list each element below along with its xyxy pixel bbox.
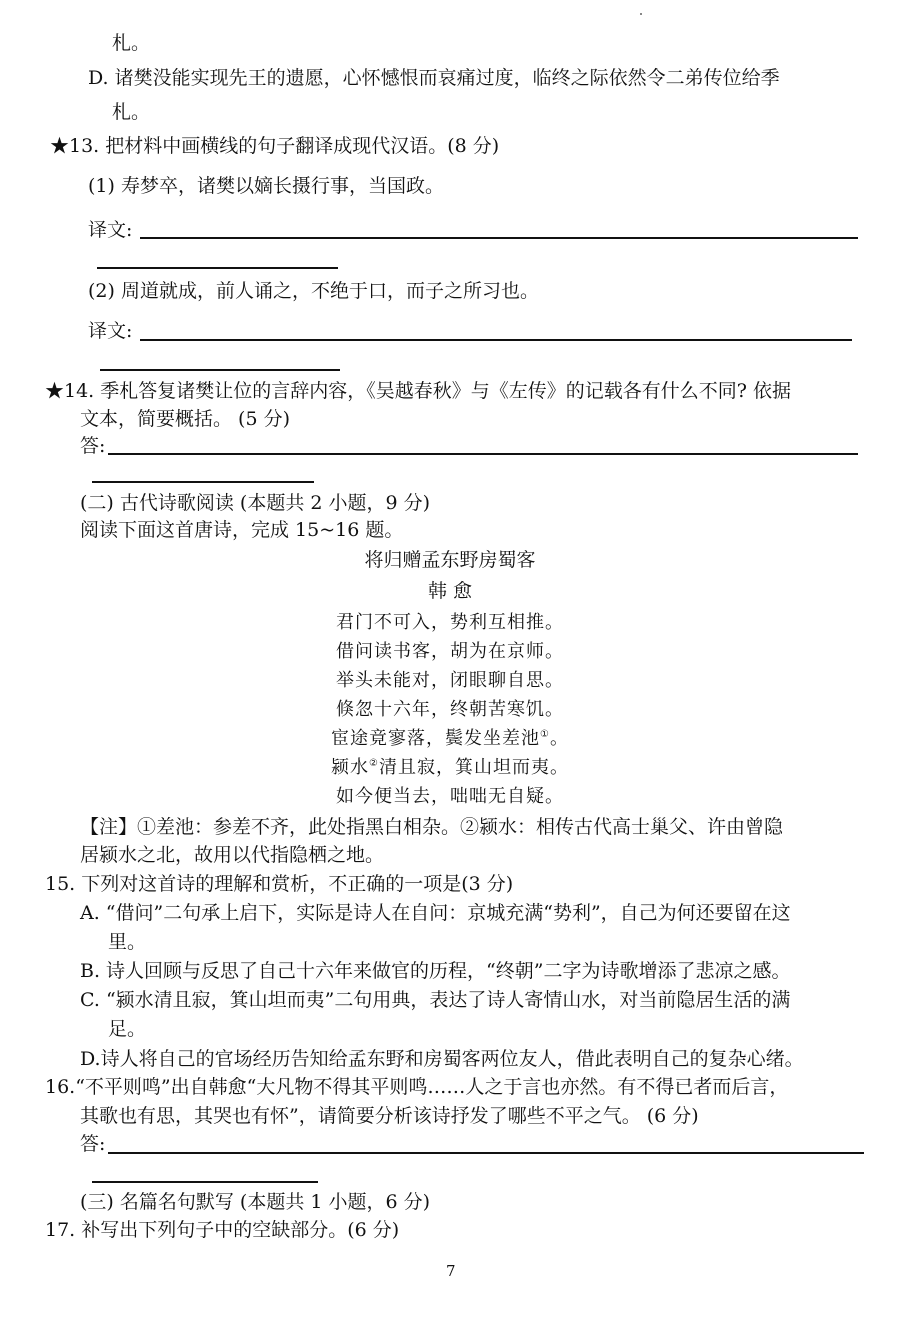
note-marker-1: ① [540,729,550,740]
poem-line-7: 如今便当去，咄咄无自疑。 [336,786,564,807]
answer-line-16b[interactable] [92,1181,318,1183]
translation-answer-line-2a[interactable] [140,339,852,341]
option-15c-line1: C. “颍水清且寂，箕山坦而夷”二句用典，表达了诗人寄情山水，对当前隐居生活的满 [80,989,791,1011]
poem-line-4: 倏忽十六年，终朝苦寒饥。 [336,699,564,720]
answer-label-14: 答: [80,435,106,457]
option-15d: D.诗人将自己的官场经历告知给孟东野和房蜀客两位友人，借此表明自己的复杂心绪。 [80,1048,804,1070]
option-15a-line1: A. “借问”二句承上启下，实际是诗人在自问：京城充满“势利”，自己为何还要留在这 [80,902,791,924]
question-14-line1: ★14. 季札答复诸樊让位的言辞内容，《吴越春秋》与《左传》的记载各有什么不同? 依据 [45,380,791,402]
question-16-line2: 其歌也有思，其哭也有怀”，请简要分析该诗抒发了哪些不平之气。 (6 分) [80,1105,699,1127]
answer-label-16: 答: [80,1133,106,1155]
option-c-continuation: 札。 [112,32,151,54]
option-15b: B. 诗人回顾与反思了自己十六年来做官的历程，“终朝”二字为诗歌增添了悲凉之感。 [80,960,791,982]
page-number: 7 [446,1262,456,1280]
question-14-line2: 文本，简要概括。 (5 分) [80,408,290,430]
poem-notes-line1: 【注】①差池：参差不齐，此处指黑白相杂。②颍水：相传古代高士巢父、许由曾隐 [80,816,784,838]
question-15-title: 15. 下列对这首诗的理解和赏析，不正确的一项是(3 分) [45,873,514,895]
option-15a-line2: 里。 [108,931,147,953]
question-17-title: 17. 补写出下列句子中的空缺部分。(6 分) [45,1219,400,1241]
option-d-line2: 札。 [112,101,151,123]
answer-line-16a[interactable] [108,1152,864,1154]
answer-line-14b[interactable] [92,481,314,483]
question-13-sentence-1: (1) 寿梦卒，诸樊以嫡长摄行事，当国政。 [88,175,444,197]
section-2-intro: 阅读下面这首唐诗，完成 15~16 题。 [80,519,404,541]
poem-line-1: 君门不可入，势利互相推。 [336,612,564,633]
question-13-sentence-2: (2) 周道就成，前人诵之，不绝于口，而子之所习也。 [88,280,539,302]
poem-line-3: 举头未能对，闭眼聊自思。 [336,670,564,691]
translation-label-1: 译文: [88,219,133,241]
option-15c-line2: 足。 [108,1018,147,1040]
poem-author: 韩 愈 [427,580,473,602]
translation-answer-line-1b[interactable] [97,267,338,269]
translation-answer-line-1a[interactable] [140,237,858,239]
question-13-title: ★13. 把材料中画横线的句子翻译成现代汉语。(8 分) [50,135,500,157]
poem-line-5: 宦途竟寥落，鬓发坐差池①。 [331,728,569,749]
scan-speck [640,13,642,15]
poem-line-6: 颍水②清且寂，箕山坦而夷。 [331,757,569,778]
poem-title: 将归赠孟东野房蜀客 [364,549,536,571]
note-marker-2: ② [369,758,379,769]
option-d-line1: D. 诸樊没能实现先王的遗愿，心怀憾恨而哀痛过度，临终之际依然令二弟传位给季 [88,67,780,89]
question-16-line1: 16.“不平则鸣”出自韩愈“大凡物不得其平则鸣……人之于言也亦然。有不得已者而后言， [45,1076,789,1098]
translation-answer-line-2b[interactable] [100,369,340,371]
poem-notes-line2: 居颍水之北，故用以代指隐栖之地。 [80,844,385,866]
section-2-heading: (二) 古代诗歌阅读 (本题共 2 小题，9 分) [80,492,431,514]
section-3-heading: (三) 名篇名句默写 (本题共 1 小题，6 分) [80,1191,431,1213]
poem-line-2: 借问读书客，胡为在京师。 [336,641,564,662]
answer-line-14a[interactable] [108,453,858,455]
translation-label-2: 译文: [88,320,133,342]
